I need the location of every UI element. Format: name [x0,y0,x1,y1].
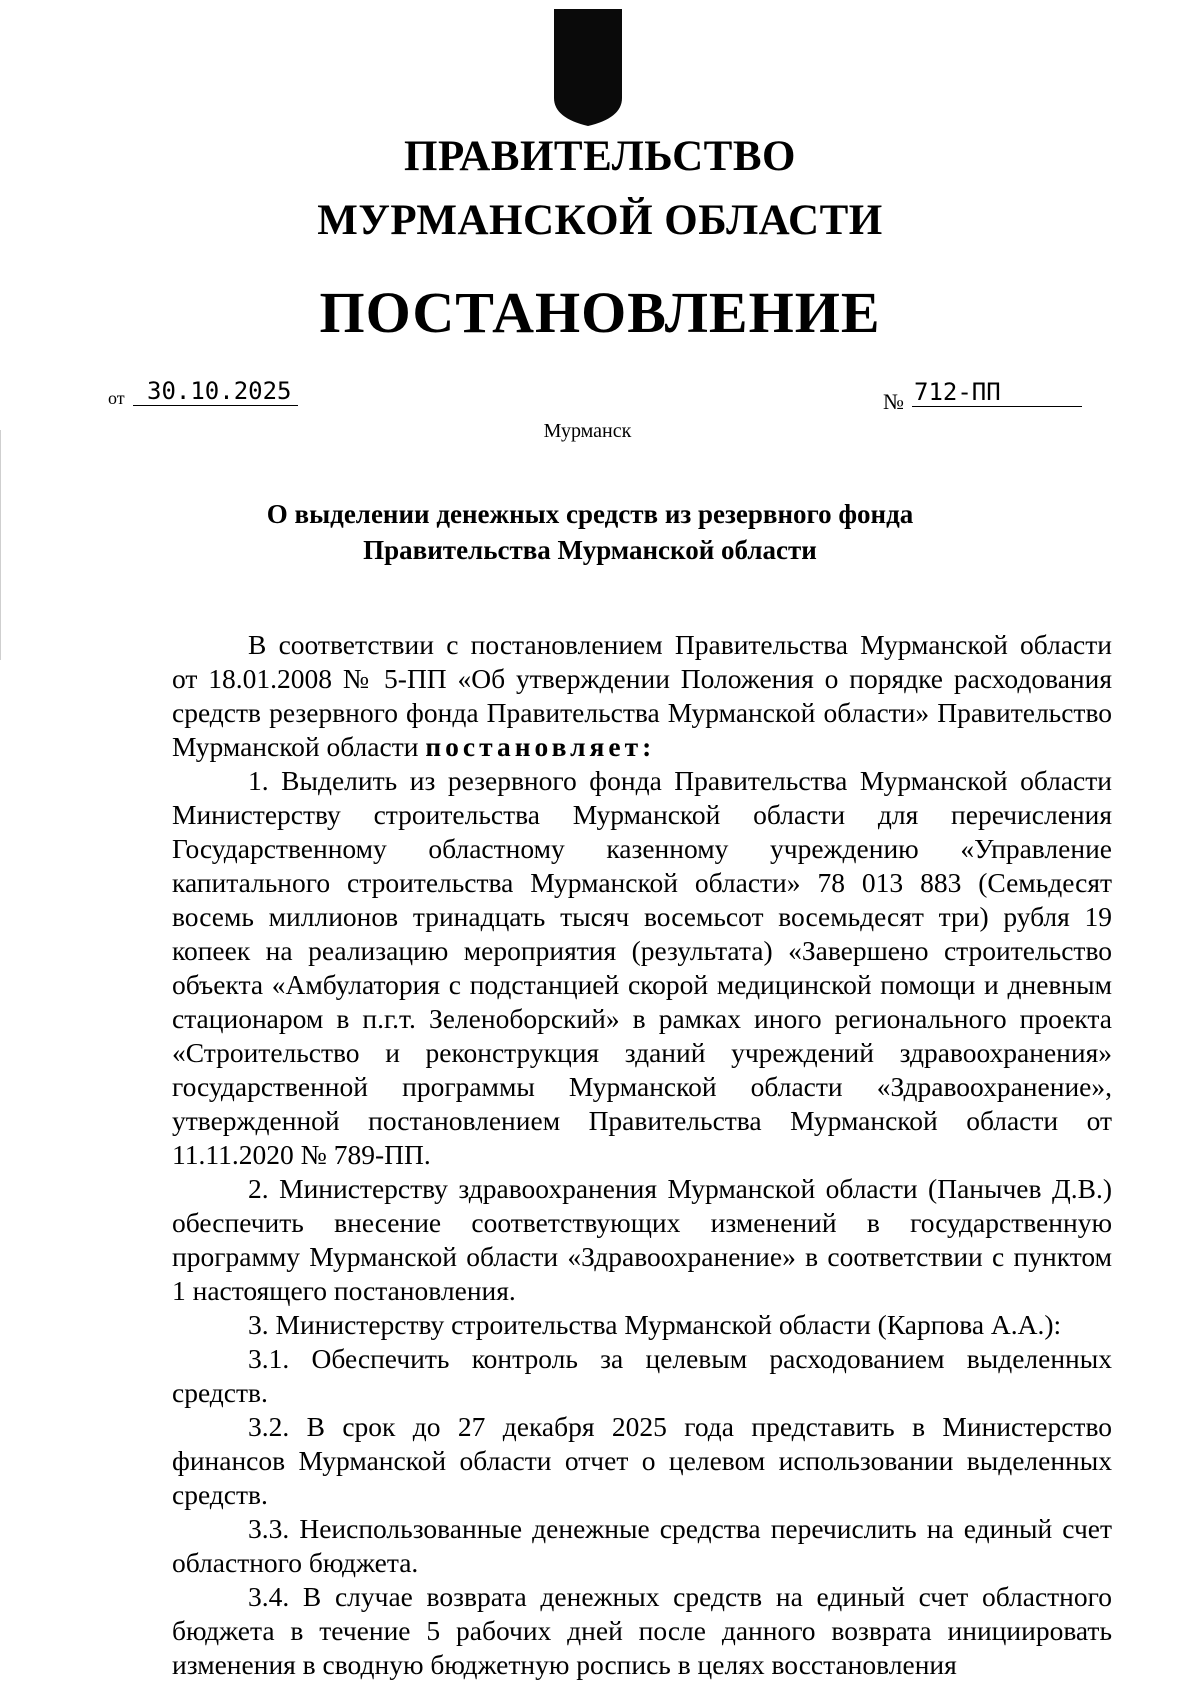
paragraph-3-4: 3.4. В случае возврата денежных средств на единый счет областного бюджета в течение 5 рабочих дней после данного возврата инициировать изменения в сводную бюджетную роспись в целях восстановления [172,1581,1112,1680]
coat-of-arms-icon [551,6,625,128]
title-line1: О выделении денежных средств из резервного фонда [266,499,914,529]
paragraph-3-1: 3.1. Обеспечить контроль за целевым расходованием выделенных средств. [172,1343,1112,1408]
document-title [0,496,1180,568]
org-name-line2: МУРМАНСКОЙ ОБЛАСТИ [317,197,883,244]
paragraph-1: 1. Выделить из резервного фонда Правительства Мурманской области Министерству строительства Мурманской области для перечисления Государственному областному казенному учреждению «Управление капитального строительства Мурманской области» 78 013 883 (Семьдесят восемь миллионов тринадцать тысяч восемьсот восемьдесят три) рубля 19 копеек на реализацию мероприятия (результата) «Завершено строительство объекта «Амбулатория с подстанцией скорой медицинской помощи и дневным стационаром в п.г.т. Зеленоборский» в рамках иного регионального проекта «Строительство и реконструкция зданий учреждений здравоохранения» государственной программы Мурманской области «Здравоохранение», утвержденной постановлением Правительства Мурманской области от 11.11.2020 № 789-ПП. [172,765,1112,1170]
paragraph-3-2: 3.2. В срок до 27 декабря 2025 года представить в Министерство финансов Мурманской области отчет о целевом использовании выделенных средств. [172,1411,1112,1510]
paragraph-3-3: 3.3. Неиспользованные денежные средства перечислить на единый счет областного бюджета. [172,1513,1112,1578]
document-number: 712-ПП [912,377,1082,407]
document-body [172,628,1112,1682]
date-label: от [108,388,125,408]
document-type: ПОСТАНОВЛЕНИЕ [319,280,881,345]
paragraph-2: 2. Министерству здравоохранения Мурманской области (Панычев Д.В.) обеспечить внесение соответствующих изменений в государственную программу Мурманской области «Здравоохранение» в соответствии с пунктом 1 настоящего постановления. [172,1173,1112,1306]
title-line2: Правительства Мурманской области [363,535,817,565]
city: Мурманск [543,420,632,442]
resolves-word: постановляет: [425,731,656,762]
intro-text: В соответствии с постановлением Правительства Мурманской области от 18.01.2008 № 5-ПП «Об утверждении Положения о порядке расходования средств резервного фонда Правительства Мурманской области» Правительство Мурманской области [172,629,1112,762]
intro-paragraph [172,628,1112,764]
org-name-line1: ПРАВИТЕЛЬСТВО [404,133,796,180]
paragraph-3: 3. Министерству строительства Мурманской области (Карпова А.А.): [248,1309,1062,1340]
document-date: 30.10.2025 [133,376,298,406]
number-label: № [883,389,904,414]
